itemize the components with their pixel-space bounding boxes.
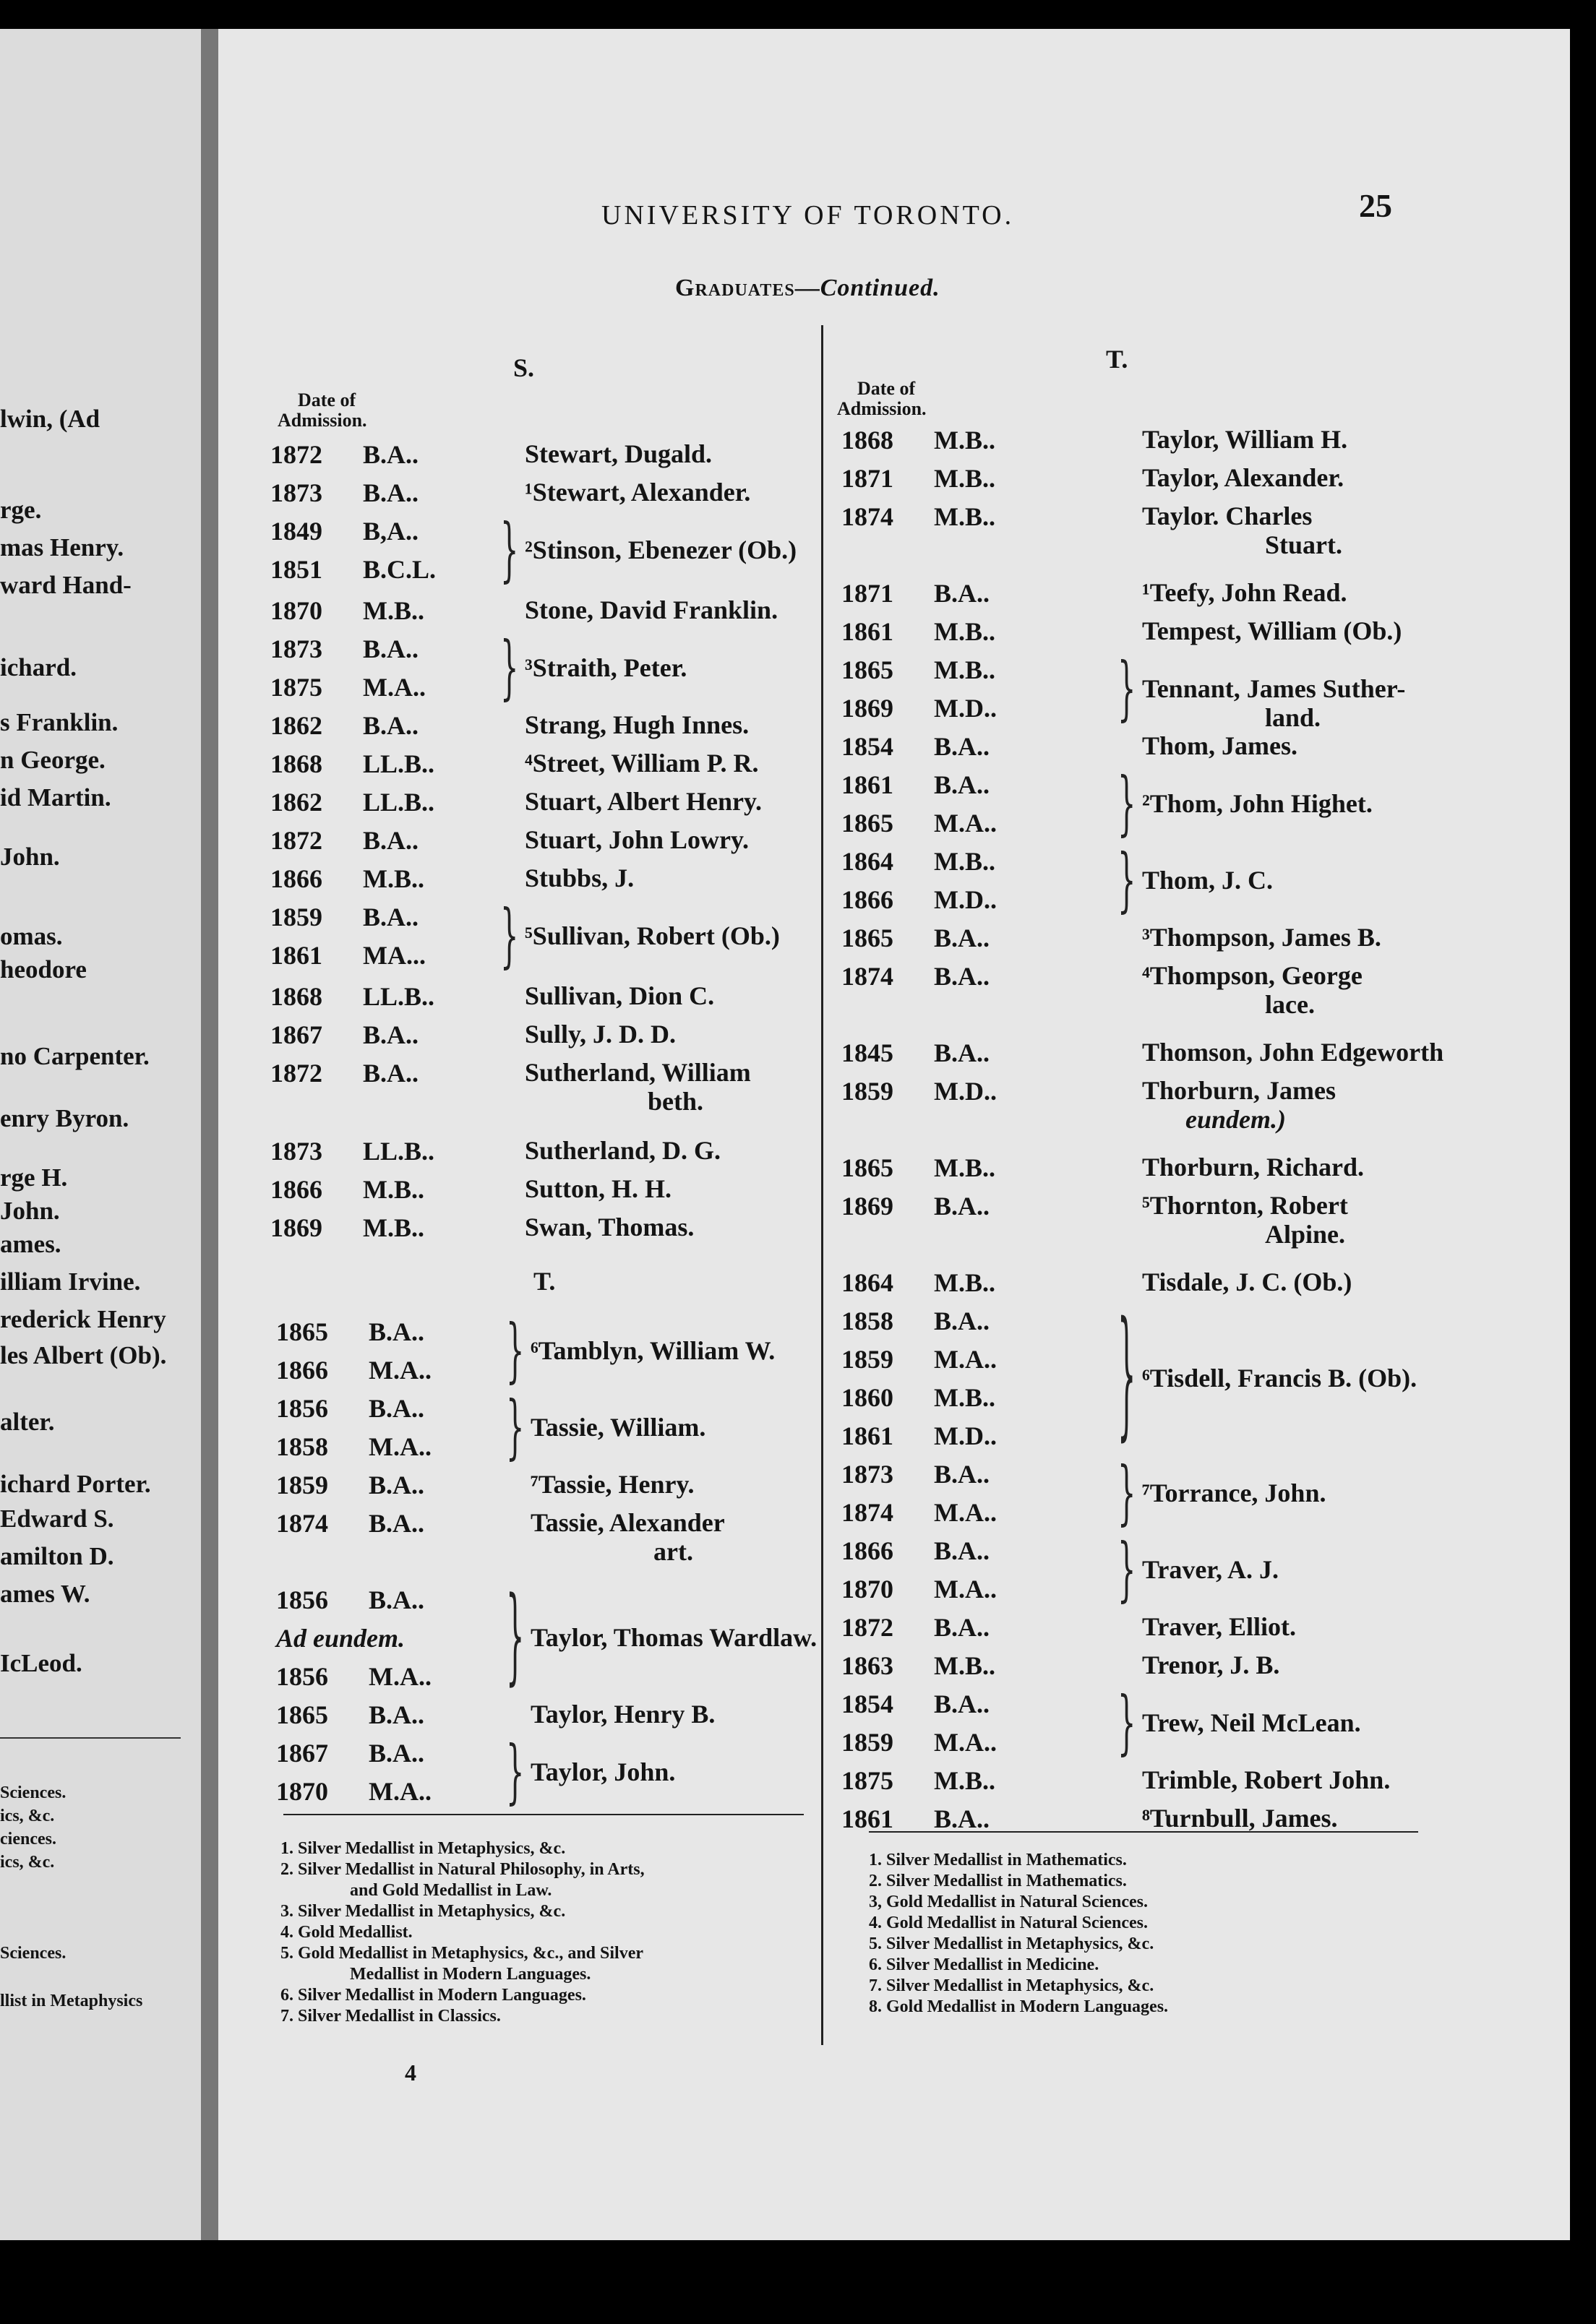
admission-year: 1868 [841, 426, 893, 455]
graduate-name: ³Straith, Peter. [525, 653, 687, 682]
admission-year: 1854 [841, 732, 893, 761]
admission-year: 1861 [841, 617, 893, 646]
degree: M.B.. [934, 464, 995, 493]
running-header: UNIVERSITY OF TORONTO. [601, 200, 1015, 231]
facing-page-footnote: Sciences. [0, 1783, 66, 1802]
admission-year: 1865 [841, 655, 893, 684]
brace-mark: } [506, 1311, 525, 1392]
brace-mark: } [500, 896, 519, 977]
footnote: 1. Silver Medallist in Mathematics. [869, 1851, 1127, 1869]
graduate-name: ⁶Tisdell, Francis B. (Ob). [1142, 1363, 1417, 1393]
footnote: 6. Silver Medallist in Medicine. [869, 1955, 1099, 1974]
degree: B.A.. [363, 711, 419, 740]
facing-page-fragment: illiam Irvine. [0, 1268, 141, 1296]
brace-mark: } [1117, 649, 1136, 730]
facing-page-fragment: ichard Porter. [0, 1470, 151, 1498]
admission-year: 1868 [270, 982, 322, 1011]
degree: B.A.. [934, 1804, 990, 1833]
graduate-name: Trimble, Robert John. [1142, 1765, 1391, 1794]
graduate-name: ⁸Turnbull, James. [1142, 1804, 1338, 1833]
facing-page-fragment: Edward S. [0, 1505, 114, 1533]
degree: M.B.. [934, 1766, 995, 1795]
degree: M.B.. [363, 1213, 424, 1242]
admission-year: 1849 [270, 517, 322, 546]
graduate-name: Sutherland, William [525, 1058, 751, 1087]
graduate-name: Taylor, John. [531, 1757, 676, 1786]
admission-year: 1863 [841, 1651, 893, 1680]
graduate-name: Tassie, William. [531, 1412, 706, 1442]
degree: B.A.. [369, 1394, 425, 1423]
admission-year: 1869 [841, 694, 893, 723]
footnote: 7. Silver Medallist in Classics. [280, 2007, 501, 2026]
admission-year: 1845 [841, 1038, 893, 1067]
degree: M.D.. [934, 694, 997, 723]
date-head-line1: Date of [857, 378, 916, 399]
graduate-name-continued: eundem.) [1185, 1105, 1286, 1134]
graduate-name: Sully, J. D. D. [525, 1020, 677, 1049]
section-heading-continued: Continued. [820, 275, 940, 301]
section-heading-caps: Graduates [675, 275, 795, 301]
admission-year: 1873 [841, 1460, 893, 1489]
admission-year: 1866 [841, 885, 893, 914]
graduate-name: ³Thompson, James B. [1142, 923, 1381, 952]
admission-year: 1873 [270, 634, 322, 663]
admission-year: 1872 [270, 1059, 322, 1088]
footnote: 4. Gold Medallist. [280, 1923, 413, 1942]
admission-year: 1858 [841, 1307, 893, 1335]
graduate-name: Stuart, John Lowry. [525, 825, 750, 854]
date-head-line1: Date of [298, 390, 356, 410]
footnote-rule-left [283, 1814, 804, 1815]
column-letter-t-left: T. [533, 1267, 556, 1296]
admission-year: 1874 [841, 502, 893, 531]
facing-page-fragment: rge H. [0, 1163, 68, 1192]
facing-page-fragment: mas Henry. [0, 533, 124, 561]
admission-year: 1868 [270, 749, 322, 778]
admission-year: 1864 [841, 1268, 893, 1297]
admission-year: 1854 [841, 1690, 893, 1718]
signature-mark: 4 [405, 2060, 416, 2086]
facing-page-fragment: n George. [0, 746, 106, 774]
degree: M.B.. [934, 1153, 995, 1182]
facing-page-fragment: John. [0, 1197, 60, 1225]
book-page [218, 29, 1570, 2240]
graduate-name: Thomson, John Edgeworth [1142, 1038, 1444, 1067]
degree: M.D.. [934, 1077, 997, 1106]
brace-mark: } [1117, 1295, 1136, 1456]
graduate-name: Stone, David Franklin. [525, 595, 778, 624]
degree: B.A.. [934, 770, 990, 799]
degree: M.A.. [369, 1356, 432, 1385]
facing-page-fragment: John. [0, 843, 60, 871]
footnote: 2. Silver Medallist in Mathematics. [869, 1872, 1127, 1890]
admission-year: 1872 [270, 440, 322, 469]
column-letter-t-right: T. [1106, 345, 1128, 374]
degree: M.A.. [934, 1345, 997, 1374]
degree: B.A.. [934, 732, 990, 761]
degree: M.B.. [934, 1383, 995, 1412]
graduate-name: ⁵Thornton, Robert [1142, 1191, 1348, 1220]
degree: B.C.L. [363, 555, 437, 584]
graduate-name: Stewart, Dugald. [525, 439, 712, 468]
graduate-name: Thom, J. C. [1142, 865, 1274, 895]
facing-page-fragment: IcLeod. [0, 1649, 82, 1677]
graduate-name: Tennant, James Suther- [1142, 673, 1406, 703]
brace-mark: } [500, 510, 519, 591]
degree: B.A.. [934, 924, 990, 952]
facing-page-fragment: alter. [0, 1408, 55, 1436]
admission-year: 1870 [276, 1777, 328, 1806]
admission-year: 1873 [270, 478, 322, 507]
degree: LL.B.. [363, 749, 435, 778]
graduate-name: Strang, Hugh Innes. [525, 710, 750, 739]
facing-page-fragment: s Franklin. [0, 708, 119, 736]
facing-page-footnote: Sciences. [0, 1944, 66, 1963]
admission-year: 1858 [276, 1432, 328, 1461]
admission-year: 1865 [841, 809, 893, 838]
degree: M.A.. [934, 1498, 997, 1527]
admission-year: 1865 [276, 1317, 328, 1346]
graduate-name: Taylor, Alexander. [1142, 463, 1344, 492]
graduate-name: Traver, A. J. [1142, 1554, 1279, 1584]
graduate-name: Taylor. Charles [1142, 502, 1313, 530]
column-letter-s: S. [513, 353, 535, 382]
degree: B.A.. [934, 1307, 990, 1335]
admission-year: 1864 [841, 847, 893, 876]
admission-year: 1867 [276, 1739, 328, 1768]
facing-page-fragment: lwin, (Ad [0, 405, 100, 433]
degree: M.B.. [934, 1268, 995, 1297]
footnote: 5. Gold Medallist in Metaphysics, &c., and Silver [280, 1944, 644, 1963]
degree: M.B.. [934, 655, 995, 684]
footnote: 7. Silver Medallist in Metaphysics, &c. [869, 1976, 1154, 1995]
degree: M.D.. [934, 1421, 997, 1450]
graduate-name: Stuart, Albert Henry. [525, 787, 762, 816]
graduate-name: Swan, Thomas. [525, 1213, 695, 1241]
admission-year: 1859 [270, 903, 322, 931]
facing-page-fragment: no Carpenter. [0, 1042, 150, 1070]
facing-page-fragment: heodore [0, 955, 87, 984]
admission-year: 1856 [276, 1394, 328, 1423]
degree: M.B.. [934, 847, 995, 876]
admission-year: 1875 [841, 1766, 893, 1795]
facing-page-fragment: ames W. [0, 1580, 90, 1608]
facing-page-fragment: rge. [0, 496, 42, 524]
admission-year: 1861 [841, 1804, 893, 1833]
facing-page [0, 29, 201, 2240]
facing-page-fragment: enry Byron. [0, 1104, 129, 1132]
graduate-name-continued: Alpine. [1265, 1220, 1346, 1249]
graduate-name-continued: beth. [648, 1087, 704, 1116]
admission-year: 1859 [841, 1345, 893, 1374]
admission-year: 1859 [841, 1077, 893, 1106]
graduate-name: Tassie, Alexander [531, 1508, 725, 1537]
facing-page-fragment: ward Hand- [0, 571, 132, 599]
footnote: 6. Silver Medallist in Modern Languages. [280, 1986, 586, 2005]
brace-mark: } [506, 1732, 525, 1813]
footnote: 5. Silver Medallist in Metaphysics, &c. [869, 1934, 1154, 1953]
brace-mark: } [1117, 840, 1136, 921]
footnote: 2. Silver Medallist in Natural Philosophy, in Arts, [280, 1860, 645, 1879]
degree: M.A.. [363, 673, 426, 702]
degree: LL.B.. [363, 788, 435, 817]
degree: MA... [363, 941, 426, 970]
admission-year: 1862 [270, 711, 322, 740]
admission-year: 1851 [270, 555, 322, 584]
admission-year: 1862 [270, 788, 322, 817]
degree: B.A.. [934, 1460, 990, 1489]
graduate-name: ⁷Torrance, John. [1142, 1478, 1326, 1507]
graduate-name: Thom, James. [1142, 731, 1297, 760]
facing-page-fragment: ames. [0, 1230, 61, 1258]
admission-year: 1870 [841, 1575, 893, 1604]
admission-year: 1856 [276, 1585, 328, 1614]
graduate-name: ⁵Sullivan, Robert (Ob.) [525, 921, 780, 950]
brace-mark: } [500, 628, 519, 709]
degree: B.A.. [363, 634, 419, 663]
graduate-name: ¹Teefy, John Read. [1142, 578, 1347, 607]
footnote: 1. Silver Medallist in Metaphysics, &c. [280, 1839, 566, 1858]
degree: B.A.. [369, 1471, 425, 1499]
admission-year: 1875 [270, 673, 322, 702]
graduate-name-continued: land. [1265, 702, 1321, 732]
footnote: 3, Gold Medallist in Natural Sciences. [869, 1893, 1148, 1911]
degree: M.A.. [369, 1777, 432, 1806]
facing-page-fragment: omas. [0, 922, 63, 950]
footnote: 4. Gold Medallist in Natural Sciences. [869, 1914, 1148, 1932]
admission-year: 1856 [276, 1662, 328, 1691]
brace-mark: } [506, 1387, 525, 1468]
facing-page-fragment: id Martin. [0, 783, 111, 812]
graduate-name-continued: art. [653, 1537, 693, 1566]
admission-year: 1866 [270, 1175, 322, 1204]
graduate-name: Sutton, H. H. [525, 1174, 672, 1203]
degree: M.B.. [363, 1175, 424, 1204]
degree: B.A.. [363, 440, 419, 469]
degree: M.A.. [934, 809, 997, 838]
degree: B.A.. [934, 1536, 990, 1565]
admission-year: 1865 [841, 924, 893, 952]
degree: B.A.. [934, 1192, 990, 1221]
facing-page-footnote: ics, &c. [0, 1853, 55, 1872]
degree: B.A.. [369, 1585, 425, 1614]
graduate-name: Sutherland, D. G. [525, 1136, 721, 1165]
degree: B.A.. [369, 1509, 425, 1538]
degree: M.A.. [369, 1662, 432, 1691]
degree: B.A.. [934, 1690, 990, 1718]
degree: B.A.. [363, 1059, 419, 1088]
degree: B.A.. [934, 962, 990, 991]
graduate-name: ⁶Tamblyn, William W. [531, 1335, 776, 1365]
brace-mark: } [506, 1577, 525, 1697]
degree: M.B.. [934, 502, 995, 531]
facing-page-footnote: ciences. [0, 1830, 56, 1849]
footnote: Medallist in Modern Languages. [350, 1965, 591, 1984]
admission-year: 1869 [270, 1213, 322, 1242]
graduate-name: Taylor, William H. [1142, 425, 1348, 454]
admission-year: 1861 [841, 1421, 893, 1450]
degree: M.A.. [934, 1728, 997, 1757]
section-heading: Graduates—Continued. [675, 275, 940, 301]
admission-year: 1865 [276, 1700, 328, 1729]
date-head-line2: Admission. [278, 410, 367, 431]
graduate-name: ⁴Thompson, George [1142, 961, 1363, 990]
degree: B.A.. [934, 1038, 990, 1067]
facing-page-fragment: amilton D. [0, 1542, 114, 1570]
footnote: 8. Gold Medallist in Modern Languages. [869, 1997, 1169, 2016]
admission-year: 1872 [841, 1613, 893, 1642]
degree: B.A.. [369, 1317, 425, 1346]
graduate-name: Stubbs, J. [525, 864, 635, 892]
footnote: 3. Silver Medallist in Metaphysics, &c. [280, 1902, 566, 1921]
degree: M.A.. [369, 1432, 432, 1461]
admission-year: 1874 [276, 1509, 328, 1538]
brace-mark: } [1117, 1683, 1136, 1764]
facing-page-footnote: llist in Metaphysics [0, 1992, 143, 2010]
graduate-name-continued: Stuart. [1265, 530, 1342, 559]
facing-page-footnote: ics, &c. [0, 1807, 55, 1825]
admission-year: 1866 [841, 1536, 893, 1565]
admission-year: 1872 [270, 826, 322, 855]
page-number: 25 [1359, 187, 1392, 224]
brace-mark: } [1117, 1453, 1136, 1534]
graduate-name: Taylor, Thomas Wardlaw. [531, 1623, 818, 1652]
admission-year: 1859 [841, 1728, 893, 1757]
degree: B.A.. [369, 1739, 425, 1768]
degree: M.B.. [934, 617, 995, 646]
admission-year: 1861 [841, 770, 893, 799]
degree: B.A.. [363, 903, 419, 931]
graduate-name: Taylor, Henry B. [531, 1700, 716, 1729]
facing-page-fragment: ichard. [0, 653, 77, 681]
degree: M.D.. [934, 885, 997, 914]
degree: B.A.. [363, 478, 419, 507]
graduate-name: Trew, Neil McLean. [1142, 1708, 1361, 1737]
admission-year: 1874 [841, 962, 893, 991]
facing-page-fragment: rederick Henry [0, 1305, 166, 1333]
graduate-name: ⁴Street, William P. R. [525, 749, 759, 778]
admission-year: 1869 [841, 1192, 893, 1221]
date-of-admission-left [278, 390, 367, 431]
book-gutter [201, 29, 218, 2240]
date-of-admission-right [837, 379, 927, 419]
degree: B.A.. [363, 826, 419, 855]
degree: M.B.. [363, 596, 424, 625]
admission-year: 1865 [841, 1153, 893, 1182]
column-divider [821, 325, 823, 2045]
graduate-name: Thorburn, Richard. [1142, 1153, 1365, 1182]
graduate-name: Traver, Elliot. [1142, 1612, 1296, 1641]
facing-page-rule [0, 1737, 181, 1739]
graduate-name: ²Stinson, Ebenezer (Ob.) [525, 535, 797, 564]
degree: M.B.. [363, 864, 424, 893]
graduate-name: Tisdale, J. C. (Ob.) [1142, 1268, 1352, 1296]
graduate-name-continued: lace. [1265, 990, 1315, 1019]
admission-year: 1867 [270, 1020, 322, 1049]
degree: B.A.. [363, 1020, 419, 1049]
admission-year: 1870 [270, 596, 322, 625]
date-head-line2: Admission. [837, 398, 927, 419]
degree: B,A.. [363, 517, 419, 546]
graduate-name: ⁷Tassie, Henry. [531, 1470, 695, 1499]
admission-year: 1871 [841, 579, 893, 608]
admission-year: 1860 [841, 1383, 893, 1412]
degree: M.A.. [934, 1575, 997, 1604]
brace-mark: } [1117, 1530, 1136, 1611]
admission-year: 1871 [841, 464, 893, 493]
footnote: and Gold Medallist in Law. [350, 1881, 552, 1900]
degree: B.A.. [369, 1700, 425, 1729]
admission-year: 1859 [276, 1471, 328, 1499]
degree: B.A.. [934, 1613, 990, 1642]
graduate-name: ²Thom, John Highet. [1142, 788, 1373, 818]
degree: LL.B.. [363, 1137, 435, 1166]
graduate-name: Tempest, William (Ob.) [1142, 616, 1402, 645]
degree: LL.B.. [363, 982, 435, 1011]
degree: M.B.. [934, 426, 995, 455]
graduate-name: Sullivan, Dion C. [525, 981, 715, 1010]
admission-year: 1866 [270, 864, 322, 893]
graduate-name: Thorburn, James [1142, 1076, 1337, 1105]
brace-mark: } [1117, 764, 1136, 845]
graduate-name: Trenor, J. B. [1142, 1651, 1280, 1679]
admission-year: 1874 [841, 1498, 893, 1527]
degree: M.B.. [934, 1651, 995, 1680]
admission-year: 1866 [276, 1356, 328, 1385]
degree: B.A.. [934, 579, 990, 608]
admission-year: 1861 [270, 941, 322, 970]
facing-page-fragment: les Albert (Ob). [0, 1341, 167, 1369]
graduate-name: ¹Stewart, Alexander. [525, 478, 751, 507]
admission-year: Ad eundem. [276, 1624, 406, 1653]
admission-year: 1873 [270, 1137, 322, 1166]
